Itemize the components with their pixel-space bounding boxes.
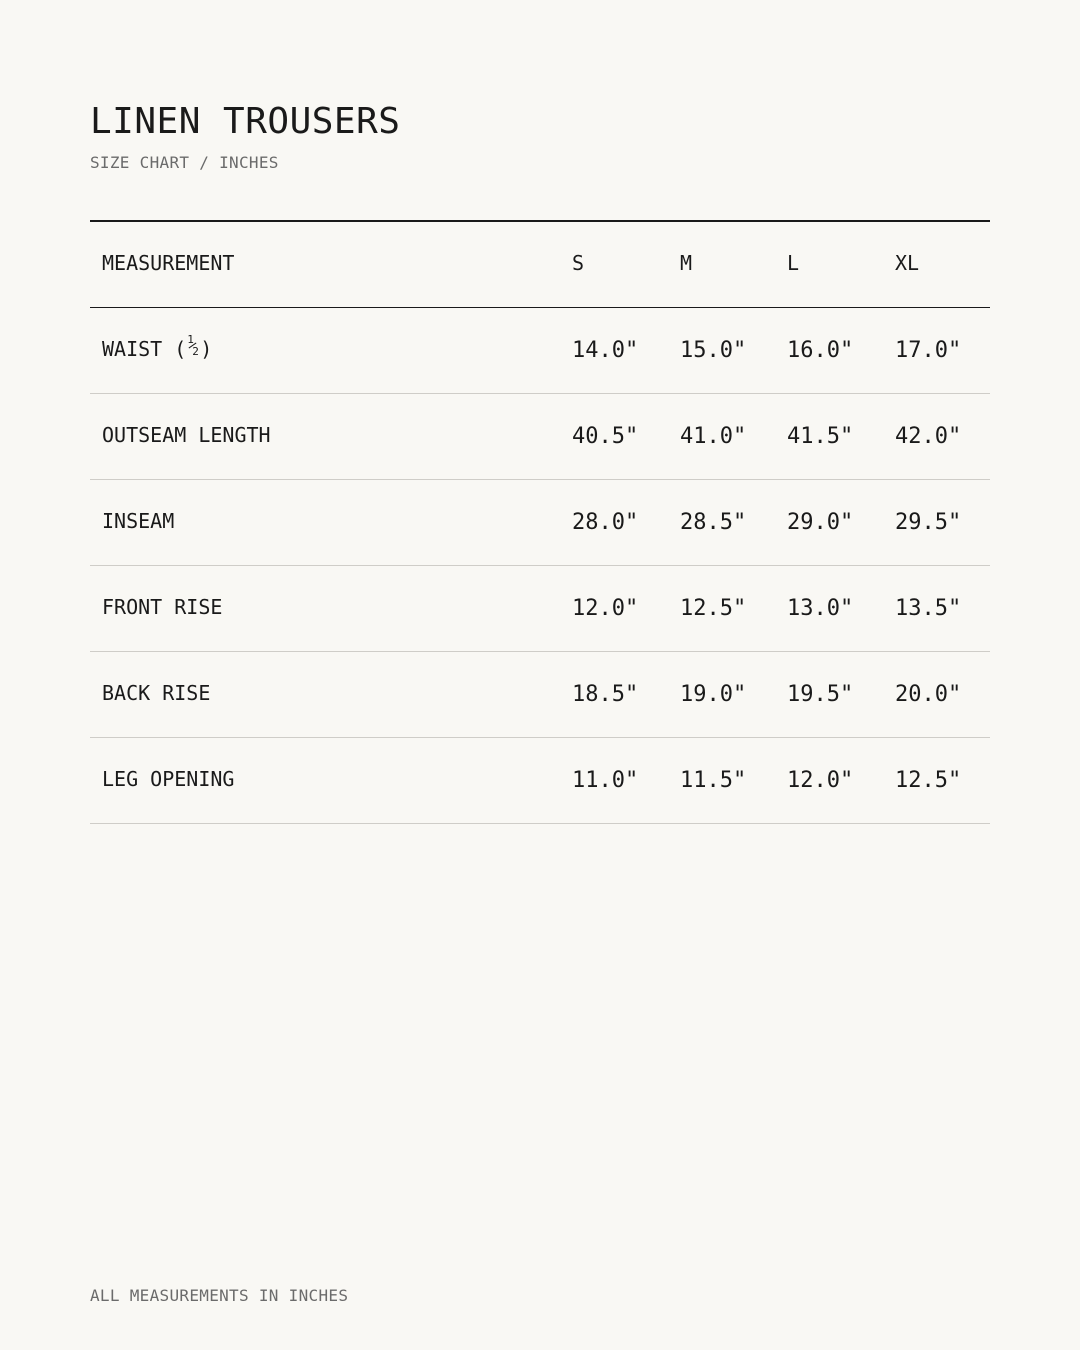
column-header-measurement: MEASUREMENT <box>102 251 235 275</box>
table-header-row <box>90 222 990 308</box>
cell-value-m: 41.0" <box>680 424 747 449</box>
half-fraction <box>186 333 200 358</box>
table-row-inseam <box>90 480 990 566</box>
column-header-m: M <box>680 251 693 275</box>
cell-value-xl: 29.5" <box>895 510 962 535</box>
cell-value-m: 11.5" <box>680 768 747 793</box>
cell-value-xl: 42.0" <box>895 424 962 449</box>
cell-value-s: 12.0" <box>572 596 639 621</box>
fraction-denominator: 2 <box>192 345 199 358</box>
row-label-waist <box>102 308 212 393</box>
cell-value-l: 16.0" <box>787 338 854 363</box>
cell-value-l: 19.5" <box>787 682 854 707</box>
cell-value-s: 40.5" <box>572 424 639 449</box>
cell-value-m: 12.5" <box>680 596 747 621</box>
row-label: FRONT RISE <box>102 595 223 619</box>
row-label: BACK RISE <box>102 681 211 705</box>
cell-value-l: 12.0" <box>787 768 854 793</box>
cell-value-m: 28.5" <box>680 510 747 535</box>
page-subtitle: SIZE CHART / INCHES <box>90 153 279 172</box>
row-label-suffix: ) <box>200 337 213 361</box>
row-label-prefix: WAIST ( <box>102 337 187 361</box>
cell-value-xl: 20.0" <box>895 682 962 707</box>
column-header-xl: XL <box>895 251 920 275</box>
table-row-outseam-length <box>90 394 990 480</box>
cell-value-s: 28.0" <box>572 510 639 535</box>
page-title: LINEN TROUSERS <box>90 101 401 142</box>
footer-note: ALL MEASUREMENTS IN INCHES <box>90 1286 349 1305</box>
cell-value-xl: 12.5" <box>895 768 962 793</box>
size-table <box>90 220 990 824</box>
table-row-back-rise <box>90 652 990 738</box>
cell-value-l: 29.0" <box>787 510 854 535</box>
row-label: OUTSEAM LENGTH <box>102 423 271 447</box>
cell-value-s: 14.0" <box>572 338 639 363</box>
row-label: INSEAM <box>102 509 175 533</box>
cell-value-l: 41.5" <box>787 424 854 449</box>
table-row-front-rise <box>90 566 990 652</box>
row-label: LEG OPENING <box>102 767 235 791</box>
cell-value-m: 19.0" <box>680 682 747 707</box>
cell-value-s: 11.0" <box>572 768 639 793</box>
table-row-leg-opening <box>90 738 990 824</box>
cell-value-xl: 17.0" <box>895 338 962 363</box>
cell-value-xl: 13.5" <box>895 596 962 621</box>
column-header-l: L <box>787 251 800 275</box>
size-chart-page <box>90 0 990 1350</box>
cell-value-s: 18.5" <box>572 682 639 707</box>
cell-value-l: 13.0" <box>787 596 854 621</box>
table-row-waist <box>90 308 990 394</box>
fraction-numerator: 1 <box>187 333 194 346</box>
cell-value-m: 15.0" <box>680 338 747 363</box>
column-header-s: S <box>572 251 585 275</box>
